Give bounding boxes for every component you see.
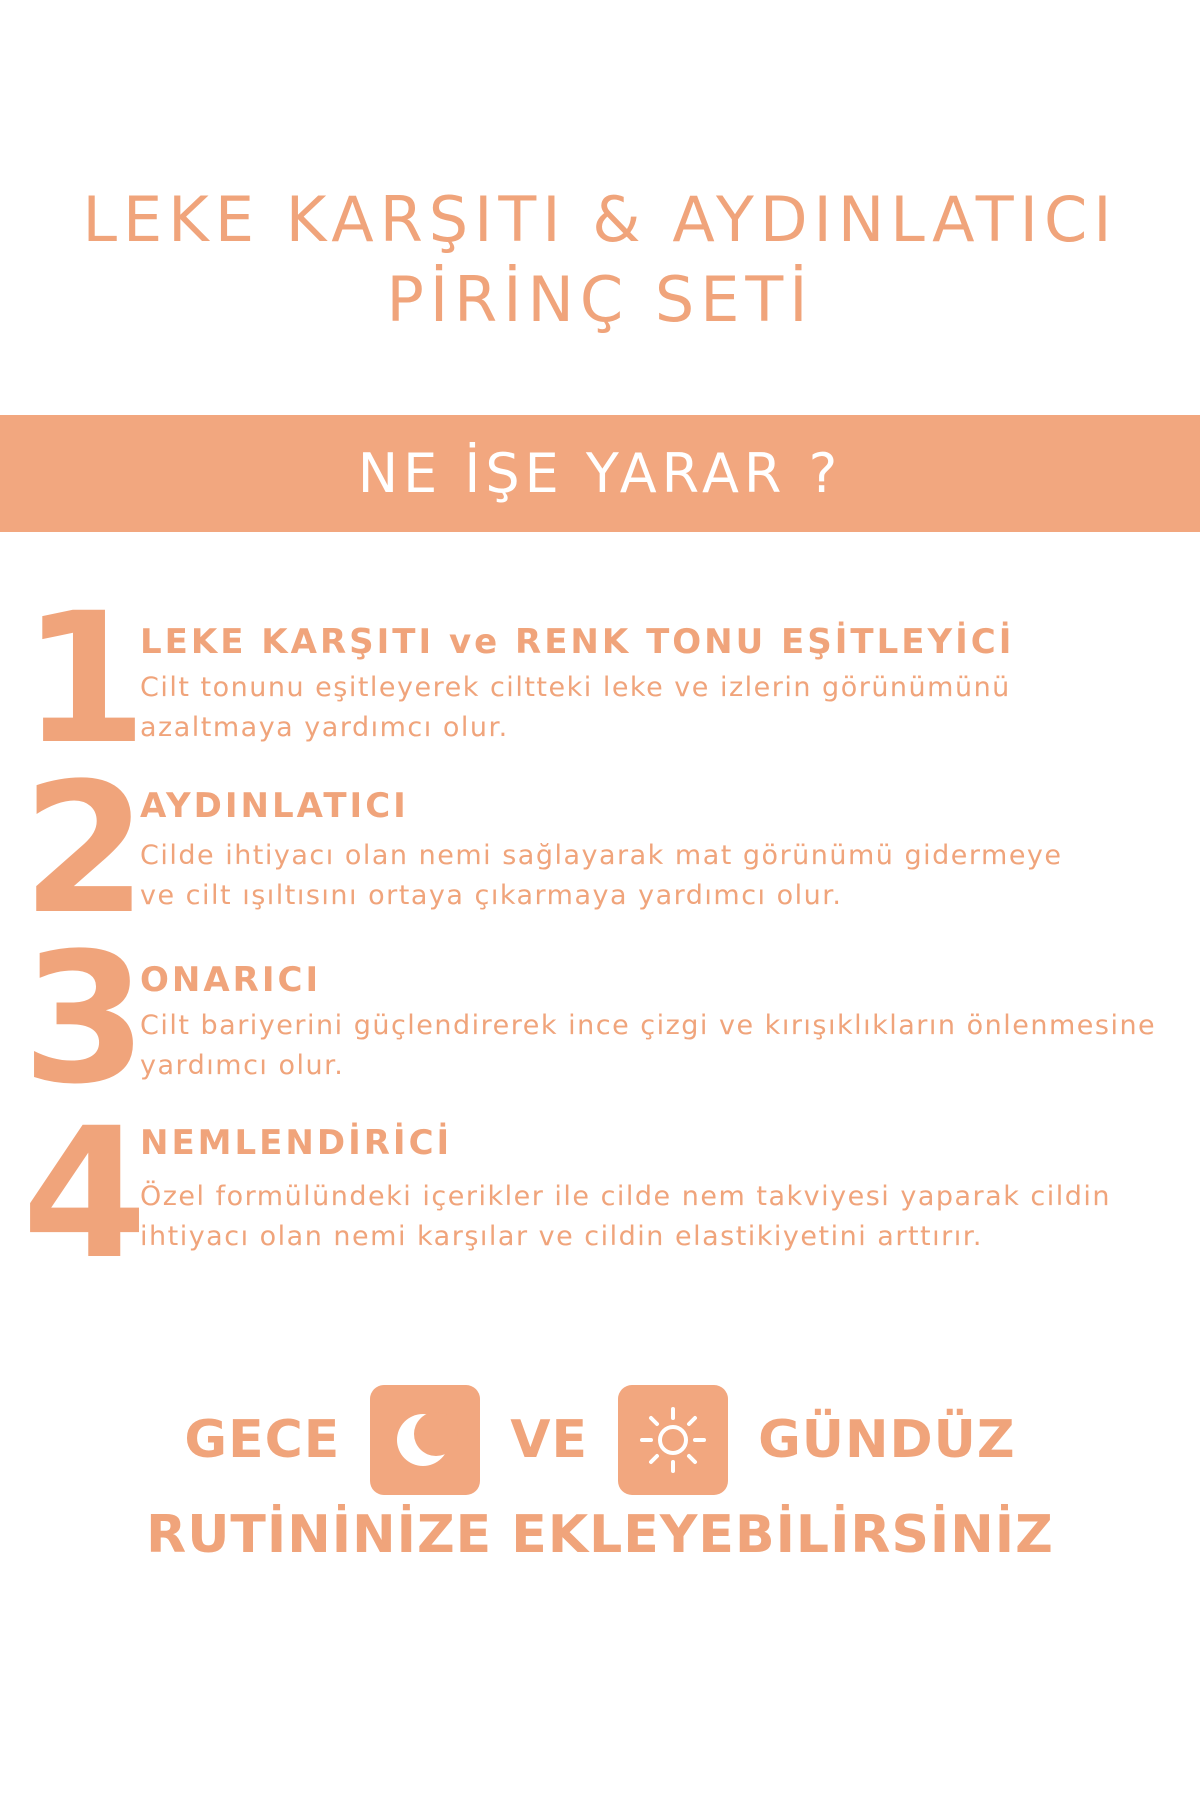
day-icon-box [618,1385,728,1495]
section-band [0,415,1200,532]
section-band-title: NE İŞE YARAR ? [357,442,843,505]
benefit-text-1-line-2: azaltmaya yardımcı olur. [140,712,509,743]
benefit-text-4-line-2: ihtiyacı olan nemi karşılar ve cildin elastikiyetini arttırır. [140,1221,983,1252]
benefit-number-2: 2 [22,745,148,954]
benefit-text-1-line-1: Cilt tonunu eşitleyerek ciltteki leke ve izlerin görünümünü [140,672,1011,703]
product-title [0,180,1200,340]
benefit-text-4-line-1: Özel formülündeki içerikler ile cilde nem takviyesi yaparak cildin [140,1181,1112,1212]
benefit-text-4 [140,1177,1180,1257]
routine-tagline: RUTİNİNİZE EKLEYEBİLİRSİNİZ [146,1505,1054,1565]
sun-icon [636,1403,710,1477]
product-title-line-2: PİRİNÇ SETİ [386,263,814,336]
benefit-number-1: 1 [22,575,148,784]
benefit-text-2 [140,836,1180,916]
benefit-heading-3: ONARICI [140,960,322,1000]
benefit-text-2-line-2: ve cilt ışıltısını ortaya çıkarmaya yardımcı olur. [140,880,843,911]
benefit-number-4: 4 [22,1090,148,1299]
benefit-text-3 [140,1006,1180,1086]
benefit-text-2-line-1: Cilde ihtiyacı olan nemi sağlayarak mat görünümü gidermeye [140,840,1063,871]
benefit-number-3: 3 [22,915,148,1124]
product-title-line-1: LEKE KARŞITI & AYDINLATICI [82,183,1118,256]
benefit-text-3-line-1: Cilt bariyerini güçlendirerek ince çizgi ve kırışıklıkların önlenmesine [140,1010,1157,1041]
benefit-heading-2: AYDINLATICI [140,786,409,826]
routine-and-label: VE [510,1410,589,1470]
benefit-text-1 [140,668,1180,748]
routine-day-label: GÜNDÜZ [758,1410,1016,1470]
benefit-heading-1: LEKE KARŞITI ve RENK TONU EŞİTLEYİCİ [140,622,1015,662]
moon-icon [390,1405,460,1475]
routine-row [0,1385,1200,1495]
night-icon-box [370,1385,480,1495]
routine-night-label: GECE [184,1410,341,1470]
benefit-text-3-line-2: yardımcı olur. [140,1050,345,1081]
benefit-heading-4: NEMLENDİRİCİ [140,1123,453,1163]
